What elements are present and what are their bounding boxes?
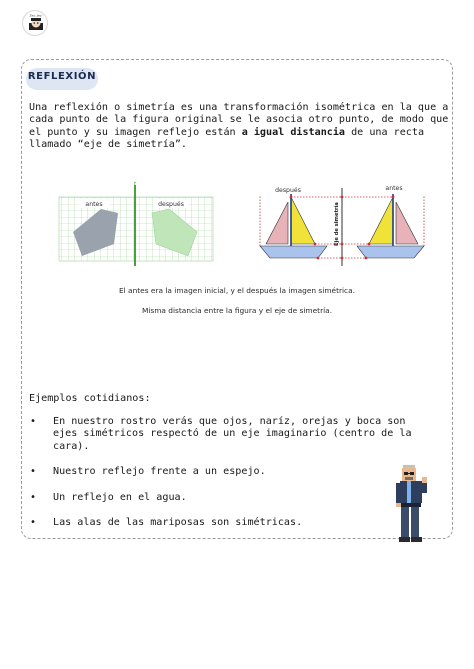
logo-icon xyxy=(23,11,48,36)
caption-line-2: Misma distancia entre la figura y el eje de simetría. xyxy=(141,306,333,315)
sailboat-reflection-figure xyxy=(258,180,428,270)
list-item-text: En nuestro rostro verás que ojos, naríz, orejas y boca son ejes simétricos respectó de un eje imaginario (centro de la cara). xyxy=(53,416,412,452)
list-item xyxy=(29,466,429,478)
examples-title: Ejemplos cotidianos: xyxy=(29,393,151,404)
section-pill xyxy=(26,68,98,90)
caption-line-1: El antes era la imagen inicial, y el después la imagen simétrica. xyxy=(118,286,356,295)
section-pill-label: REFLEXIÓN xyxy=(27,71,97,82)
axis-label-t: t xyxy=(134,181,137,188)
right-boat-hull xyxy=(357,246,424,258)
list-item xyxy=(29,517,429,529)
bullet-icon: • xyxy=(30,517,37,529)
boat-label-after: después xyxy=(275,187,301,194)
bullet-icon: • xyxy=(30,491,37,503)
boat-axis-label: Eje de simetría xyxy=(334,202,340,246)
left-boat-hull xyxy=(260,246,327,258)
intro-bold: a igual distancia xyxy=(241,126,346,138)
boat-label-before: antes xyxy=(385,185,403,192)
label-before: antes xyxy=(85,201,103,208)
intro-text-1: Una reflexión o simetría es una transformación isométrica en la que a cada punto de la figura original se le asocia otro punto, de modo que el punto y su imagen reflejo están xyxy=(29,102,449,138)
pixel-character-illustration xyxy=(394,463,430,545)
list-item-text: Las alas de las mariposas son simétricas. xyxy=(53,517,303,529)
logo-text: Zes, Jey! xyxy=(29,13,43,18)
right-boat-main-sail xyxy=(369,197,393,244)
list-item-text: Nuestro reflejo frente a un espejo. xyxy=(53,466,266,478)
logo-badge xyxy=(22,10,48,36)
left-boat-small-sail xyxy=(266,202,288,244)
list-item xyxy=(29,416,429,453)
bullet-icon: • xyxy=(30,416,37,427)
list-item xyxy=(29,492,429,504)
list-item-text: Un reflejo en el agua. xyxy=(53,491,187,503)
reflection-grid-figure xyxy=(55,178,215,266)
bullet-icon: • xyxy=(30,466,37,478)
intro-paragraph xyxy=(29,102,449,152)
label-after: después xyxy=(158,201,184,208)
left-boat-main-sail xyxy=(291,197,315,244)
examples-list xyxy=(29,416,429,542)
right-boat-small-sail xyxy=(396,202,418,244)
intro-text-2: de una recta llamado “eje de simetría”. xyxy=(29,126,425,151)
